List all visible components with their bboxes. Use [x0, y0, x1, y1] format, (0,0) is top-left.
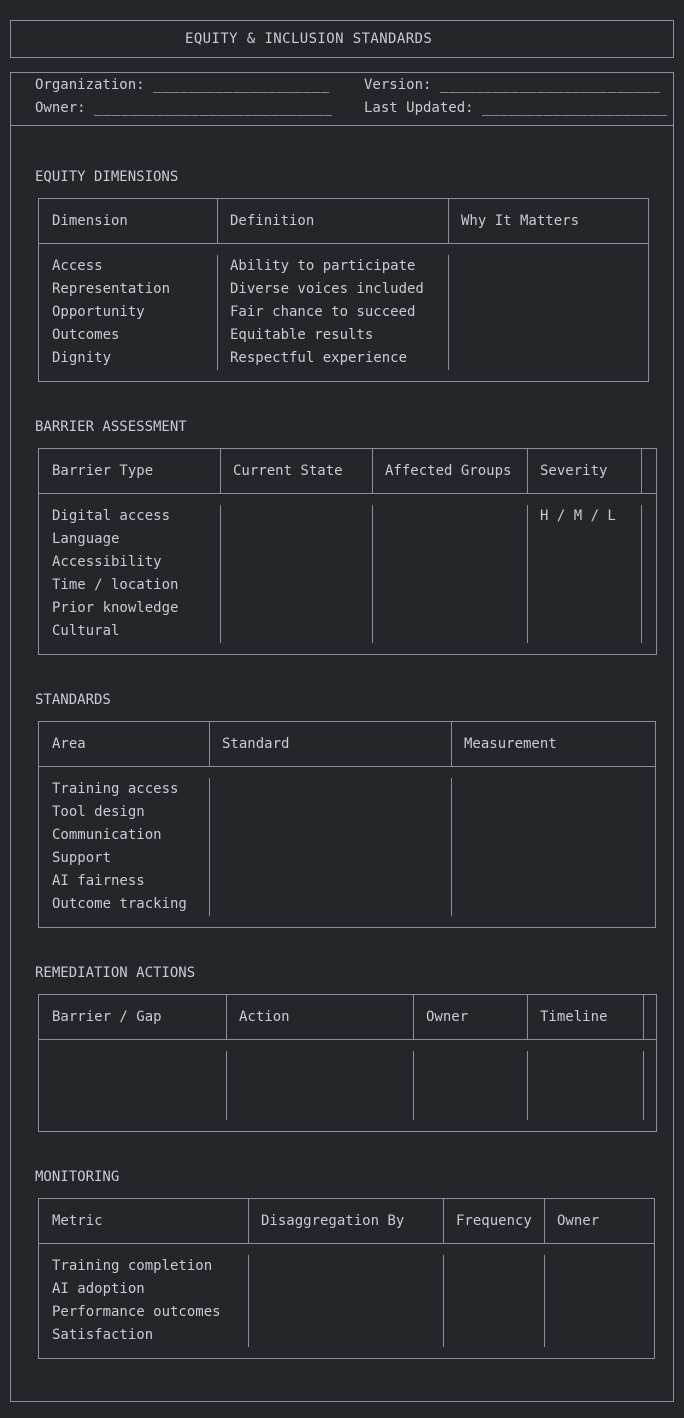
table-cell-empty — [226, 1074, 413, 1097]
column-header: Timeline — [527, 995, 643, 1039]
barrier-assessment-header-row — [39, 449, 656, 494]
table-cell-empty — [209, 801, 451, 824]
table-cell-empty — [527, 528, 641, 551]
table-cell: Tool design — [52, 804, 145, 820]
table-cell-empty — [451, 778, 655, 801]
table-cell: Cultural — [52, 623, 120, 639]
table-cell: Respectful experience — [217, 347, 448, 370]
column-header-ghost — [641, 449, 656, 493]
table-row — [39, 1097, 656, 1120]
column-header: Owner — [413, 995, 527, 1039]
organization-field — [35, 74, 364, 97]
column-header: Metric — [52, 1212, 103, 1229]
column-header: Affected Groups — [372, 449, 527, 493]
table-cell-empty — [209, 824, 451, 847]
table-cell-empty — [527, 1097, 643, 1120]
organization-blank: ____________________ — [153, 77, 330, 93]
column-header: Barrier / Gap — [52, 1008, 162, 1025]
table-cell-empty — [448, 278, 648, 301]
table-cell-empty — [527, 597, 641, 620]
info-row-1 — [35, 74, 673, 97]
column-header: Measurement — [451, 722, 655, 766]
standards-body — [39, 767, 655, 927]
table-cell-empty — [448, 347, 648, 370]
standards-heading: STANDARDS — [35, 692, 111, 708]
table-cell-empty — [544, 1301, 654, 1324]
table-row — [39, 574, 656, 597]
table-cell-empty — [209, 893, 451, 916]
table-cell-empty — [39, 1051, 226, 1074]
table-cell-ghost — [641, 620, 656, 643]
last-updated-label: Last Updated: — [364, 100, 474, 116]
table-row — [39, 278, 648, 301]
table-cell-empty — [209, 778, 451, 801]
table-cell: Performance outcomes — [52, 1304, 221, 1320]
table-row — [39, 1051, 656, 1074]
table-cell-empty — [220, 574, 372, 597]
owner-field — [35, 97, 364, 120]
remediation-actions-table — [38, 994, 657, 1132]
table-cell-empty — [226, 1097, 413, 1120]
table-row — [39, 551, 656, 574]
table-cell: Opportunity — [52, 304, 145, 320]
table-cell-empty — [527, 620, 641, 643]
table-cell: Outcome tracking — [52, 896, 187, 912]
table-cell-empty — [448, 324, 648, 347]
table-row — [39, 778, 655, 801]
table-cell-empty — [372, 505, 527, 528]
table-cell-empty — [220, 551, 372, 574]
table-cell: Support — [52, 850, 112, 866]
table-cell: Language — [52, 531, 120, 547]
column-header: Area — [52, 735, 86, 752]
info-section — [11, 73, 673, 126]
table-cell-empty — [443, 1301, 544, 1324]
column-header: Standard — [209, 722, 451, 766]
table-cell-empty — [451, 801, 655, 824]
table-row — [39, 893, 655, 916]
table-cell: Representation — [52, 281, 171, 297]
equity-dimensions-heading: EQUITY DIMENSIONS — [35, 169, 179, 185]
table-cell-empty — [448, 255, 648, 278]
table-cell: Access — [52, 258, 103, 274]
table-cell: Communication — [52, 827, 162, 843]
table-row — [39, 1278, 654, 1301]
table-cell-empty — [544, 1324, 654, 1347]
table-cell: Equitable results — [217, 324, 448, 347]
table-cell: Ability to participate — [217, 255, 448, 278]
table-cell-empty — [443, 1324, 544, 1347]
section-barrier-assessment — [11, 416, 673, 655]
table-row — [39, 801, 655, 824]
table-cell-ghost — [641, 551, 656, 574]
table-cell-empty — [451, 847, 655, 870]
barrier-assessment-table — [38, 448, 657, 655]
table-cell-empty — [220, 620, 372, 643]
table-cell-empty — [372, 620, 527, 643]
table-cell-empty — [226, 1051, 413, 1074]
table-cell-empty — [451, 893, 655, 916]
table-cell-empty — [527, 1074, 643, 1097]
table-cell: AI fairness — [52, 873, 145, 889]
monitoring-header-row — [39, 1199, 654, 1244]
table-cell-ghost — [643, 1074, 656, 1097]
table-cell-empty — [209, 870, 451, 893]
table-cell-empty — [372, 551, 527, 574]
column-header: Dimension — [52, 212, 128, 229]
table-cell-empty — [372, 528, 527, 551]
table-cell: Outcomes — [52, 327, 120, 343]
table-row — [39, 1301, 654, 1324]
remediation-actions-heading: REMEDIATION ACTIONS — [35, 965, 196, 981]
table-cell: Accessibility — [52, 554, 162, 570]
table-row — [39, 824, 655, 847]
table-row — [39, 1074, 656, 1097]
owner-blank: ___________________________ — [94, 100, 333, 116]
organization-label: Organization: — [35, 77, 145, 93]
table-cell-empty — [220, 505, 372, 528]
table-cell-empty — [544, 1255, 654, 1278]
table-row — [39, 847, 655, 870]
table-row — [39, 301, 648, 324]
table-cell-ghost — [641, 528, 656, 551]
column-header: Frequency — [443, 1199, 544, 1243]
table-cell-empty — [527, 574, 641, 597]
monitoring-body — [39, 1244, 654, 1358]
table-cell: Prior knowledge — [52, 600, 179, 616]
standards-table — [38, 721, 656, 928]
version-label: Version: — [364, 77, 432, 93]
section-monitoring — [11, 1166, 673, 1359]
last-updated-field — [364, 97, 673, 120]
barrier-assessment-body — [39, 494, 656, 654]
table-cell-empty — [248, 1278, 443, 1301]
section-standards — [11, 689, 673, 928]
remediation-actions-body — [39, 1040, 656, 1131]
table-cell-empty — [372, 574, 527, 597]
table-cell-empty — [544, 1278, 654, 1301]
table-cell-ghost — [643, 1097, 656, 1120]
table-cell: Satisfaction — [52, 1327, 154, 1343]
equity-dimensions-body — [39, 244, 648, 381]
equity-dimensions-header-row — [39, 199, 648, 244]
table-row — [39, 597, 656, 620]
owner-label: Owner: — [35, 100, 86, 116]
info-row-2 — [35, 97, 673, 120]
table-cell-empty — [413, 1051, 527, 1074]
table-cell-empty — [451, 870, 655, 893]
table-cell: Dignity — [52, 350, 112, 366]
table-row — [39, 528, 656, 551]
table-cell-ghost — [641, 574, 656, 597]
column-header: Disaggregation By — [248, 1199, 443, 1243]
table-cell-empty — [248, 1324, 443, 1347]
page-title: EQUITY & INCLUSION STANDARDS — [185, 30, 433, 47]
table-cell: Training access — [52, 781, 179, 797]
version-field — [364, 74, 673, 97]
table-row — [39, 870, 655, 893]
column-header-ghost — [643, 995, 656, 1039]
table-cell: H / M / L — [527, 505, 641, 528]
section-equity-dimensions — [11, 166, 673, 382]
body-box — [10, 72, 674, 1402]
table-cell: Diverse voices included — [217, 278, 448, 301]
column-header: Owner — [544, 1199, 654, 1243]
table-cell-empty — [39, 1097, 226, 1120]
column-header: Definition — [217, 199, 448, 243]
table-cell: Training completion — [52, 1258, 213, 1274]
table-cell-empty — [209, 847, 451, 870]
table-cell: Time / location — [52, 577, 179, 593]
version-blank: _________________________ — [439, 77, 661, 93]
table-cell-ghost — [641, 505, 656, 528]
column-header: Severity — [527, 449, 641, 493]
table-cell: Digital access — [52, 508, 171, 524]
last-updated-blank: _____________________ — [482, 100, 668, 116]
table-cell-empty — [443, 1255, 544, 1278]
column-header: Current State — [220, 449, 372, 493]
table-row — [39, 324, 648, 347]
title-box — [10, 20, 674, 58]
barrier-assessment-heading: BARRIER ASSESSMENT — [35, 419, 187, 435]
monitoring-table — [38, 1198, 655, 1359]
remediation-actions-header-row — [39, 995, 656, 1040]
table-cell: Fair chance to succeed — [217, 301, 448, 324]
table-cell-empty — [39, 1074, 226, 1097]
table-row — [39, 505, 656, 528]
column-header: Action — [226, 995, 413, 1039]
table-row — [39, 255, 648, 278]
standards-header-row — [39, 722, 655, 767]
table-cell-empty — [451, 824, 655, 847]
table-cell-empty — [372, 597, 527, 620]
column-header: Why It Matters — [448, 199, 648, 243]
equity-dimensions-table — [38, 198, 649, 382]
section-remediation-actions — [11, 962, 673, 1132]
table-cell: AI adoption — [52, 1281, 145, 1297]
table-cell-empty — [220, 528, 372, 551]
table-cell-empty — [413, 1097, 527, 1120]
table-row — [39, 620, 656, 643]
table-cell-empty — [248, 1301, 443, 1324]
sections-container — [11, 166, 673, 1401]
table-cell-empty — [443, 1278, 544, 1301]
table-row — [39, 1255, 654, 1278]
table-cell-ghost — [641, 597, 656, 620]
table-cell-empty — [220, 597, 372, 620]
table-cell-empty — [248, 1255, 443, 1278]
table-cell-empty — [413, 1074, 527, 1097]
table-cell-empty — [527, 1051, 643, 1074]
column-header: Barrier Type — [52, 462, 154, 479]
monitoring-heading: MONITORING — [35, 1169, 120, 1185]
table-row — [39, 1324, 654, 1347]
table-cell-empty — [527, 551, 641, 574]
table-cell-empty — [448, 301, 648, 324]
table-cell-ghost — [643, 1051, 656, 1074]
table-row — [39, 347, 648, 370]
